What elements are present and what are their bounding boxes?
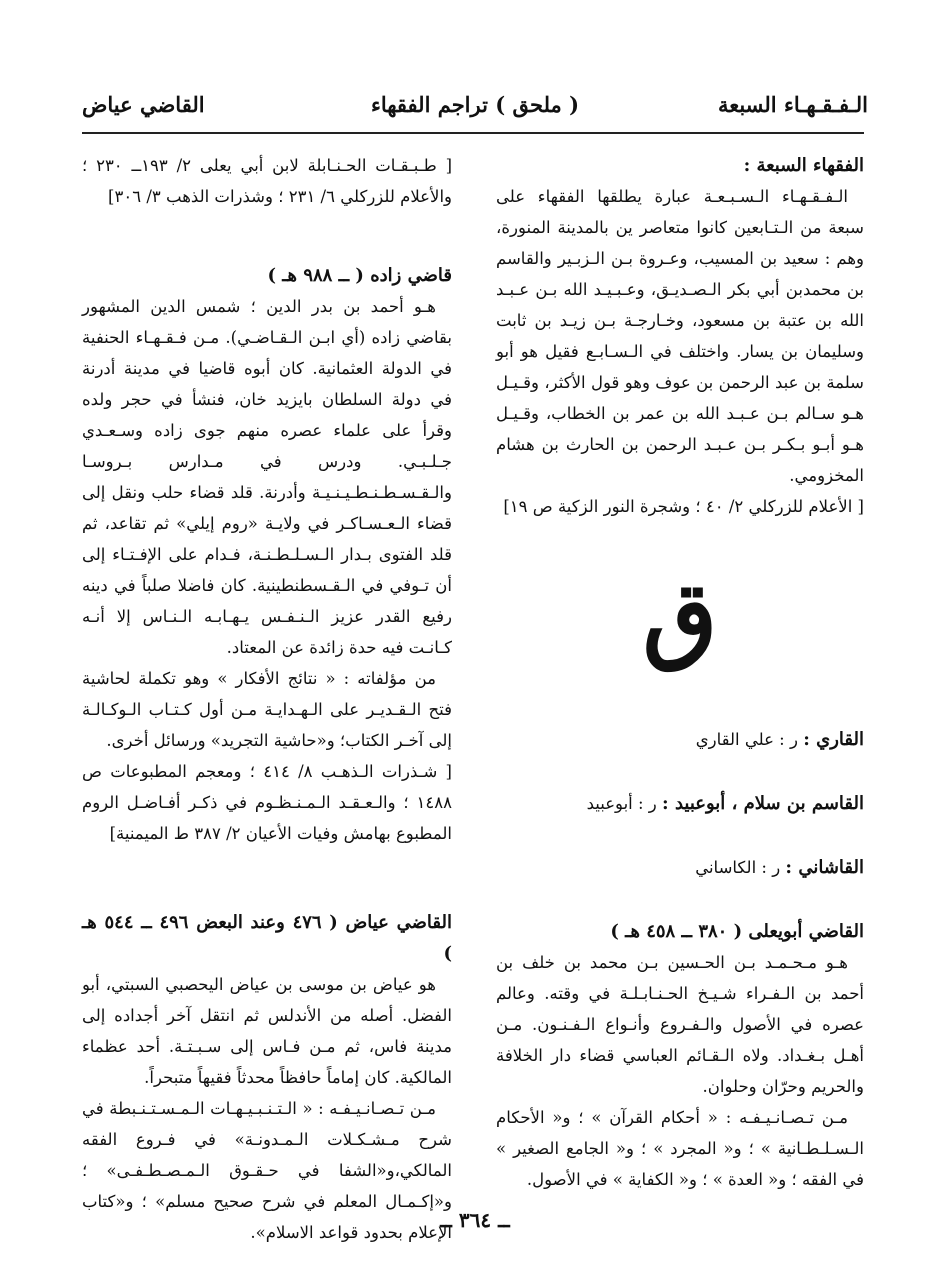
xref-target: ر : علي القاري <box>695 730 798 749</box>
cross-reference <box>496 788 864 819</box>
right-column <box>496 150 864 1195</box>
page-number: ــ ٣٦٤ ــ <box>440 1208 510 1232</box>
xref-target: ر : الكاساني <box>695 858 781 877</box>
xref-target: ر : أبوعبيد <box>586 794 657 813</box>
entry-title: القاضي عياض ( ٤٧٦ وعند البعض ٤٩٦ ــ ٥٤٤ هـ ) <box>82 912 452 964</box>
section-letter: ق <box>642 560 718 673</box>
entry-title: الفقهاء السبعة : <box>743 155 864 176</box>
entry-works: من مؤلفاته : « نتائج الأفكار » وهو تكملة لحاشية فتح الـقـديـر على الـهـدايـة مـن أول كـتـاب الـوكـالـة إلى آخـر الكتاب؛ و«حاشية التجريد» ورسائل أخرى. <box>82 669 452 750</box>
header-right: الـفـقـهـاء السبعة <box>717 92 868 117</box>
running-header <box>82 92 868 132</box>
entry-works: مـن تـصـانـيـفـه : « الـتـنـبـيـهـات الـمـسـتـنـبطة في شرح مـشـكـلات الـمـدونـة» في فـروع الفقه المالكي،و«الشفا في حـقـوق الـمـصـطـفـى» ؛ و«إكـمـال المعلم في شرح صحيح مسلم» ؛ و«كتاب الإعلام بحدود قواعد الاسلام». <box>82 1099 452 1242</box>
entry-body: هو عياض بن موسى بن عياض اليحصبي السبتي، أبو الفضل. أصله من الأندلس ثم انتقل آخر أجداده إلى مدينة فاس، ثم مـن فـاس إلى سـبـتـة. أحد عظماء المالكية. كان إماماً حافظاً محدثاً فقيهاً متبحراً. <box>82 975 452 1087</box>
entry-body: هـو أحمد بن بدر الدين ؛ شمس الدين المشهور بقاضي زاده (أي ابـن الـقـاضـي). مـن فـقـهـاء الحنفية في الدولة العثمانية. كان أبوه قاضيا في مدينة أدرنة في دولة السلطان بايزيد خان، فنشأ في حجر ولده وقرأ على علماء عصره منهم جوى زاده وسـعـدي جـلـبـي. ودرس في مـدارس بـروسـا والـقـسـطـنـطـيـنـيـة وأدرنة. قلد قضاء حلب ونقل إلى قضاء الـعـسـاكـر في ولايـة «روم إيلي» ثم تقاعد، ثم قلد الفتوى بـدار الـسـلـطـنـة، فـدام على الإفـتـاء إلى أن تـوفي في الـقـسطنطينية. كان فاضلا صلباً في دينه رفيع القدر عزيز الـنـفـس يـهـابـه الـنـاس إلا أنـه كـانـت فيه حدة زائدة عن المعتاد. <box>82 297 452 657</box>
entry-qadi-iyad <box>82 907 452 1248</box>
cross-reference <box>496 724 864 755</box>
entry-seven-jurists <box>496 150 864 522</box>
xref-name: القاشاني : <box>785 857 864 878</box>
entry-title: قاضي زاده ( ــ ٩٨٨ هـ ) <box>267 265 452 286</box>
cross-reference <box>496 852 864 883</box>
entry-body: الـفـقـهـاء الـسـبـعـة عبارة يطلقها الفقهاء على سبعة من الـتـابعين كانوا متعاصر ين بالمدينة المنورة، وهم : سعيد بن المسيب، وعـروة بـن الـزبـير والقاسم بن محمدبن أبي بكر الـصـديـق، وعـبـيـد الله بـن عـبـد الله بن عتبة بن مسعود، وخـارجـة بـن زيـد بن ثابت وسليمان بن يسار. واختلف في الـسـابـع فقيل هو أبو سلمة بن عبد الرحمن بن عوف وهو قول الأكثر، وقـيـل هـو سـالم بـن عـبـد الله بن عمر بن الخطاب، وقـيـل هـو أبـو بـكـر بـن عـبـد الرحمن بن الحارث بن هشام المخزومي. <box>496 187 864 485</box>
entry-abu-yala <box>496 916 864 1195</box>
entry-reference: [ الأعلام للزركلي ٢/ ٤٠ ؛ وشجرة النور الزكية ص ١٩] <box>503 497 864 516</box>
entry-reference: [ شـذرات الـذهـب ٨/ ٤١٤ ؛ ومعجم المطبوعات ص ١٤٨٨ ؛ والـعـقـد الـمـنـظـوم في ذكـر أفـاضـل الروم المطبوع بهامش وفيات الأعيان ٢/ ٣٨٧ ط الميمنية] <box>82 762 452 843</box>
header-left: القاضي عياض <box>82 92 205 117</box>
header-center: ( ملحق ) تراجم الفقهاء <box>370 92 580 117</box>
header-rule <box>82 132 864 134</box>
entry-works: مـن تـصـانـيـفـه : « أحكام القرآن » ؛ و« الأحكام الـسـلـطـانية » ؛ و« المجرد » ؛ و« الجامع الصغير » في الفقه ؛ و« العدة » ؛ و« الكفاية » في الأصول. <box>496 1108 864 1189</box>
xref-name: القاري : <box>803 729 864 750</box>
left-column <box>82 150 452 1248</box>
xref-name: القاسم بن سلام ، أبوعبيد : <box>662 793 864 814</box>
entry-qadi-zadeh <box>82 260 452 849</box>
entry-body: هـو مـحـمـد بـن الحـسين بـن محمد بن خلف بن أحمد بن الـفـراء شـيـخ الحـنـابـلـة في وقته. وعالم عصره في الأصول والـفـروع وأنـواع الـفـنـون. مـن أهـل بـغـداد. ولاه الـقـائم العباسي قضاء دار الخلافة والحريم وحرّان وحلوان. <box>496 953 864 1096</box>
entry-title: القاضي أبويعلى ( ٣٨٠ ــ ٤٥٨ هـ ) <box>610 921 864 942</box>
entry-reference: [ طـبـقـات الحـنـابلة لابن أبي يعلى ٢/ ١٩٣ــ ٢٣٠ ؛ والأعلام للزركلي ٦/ ٢٣١ ؛ وشذرات الذهب ٣/ ٣٠٦] <box>82 156 453 206</box>
